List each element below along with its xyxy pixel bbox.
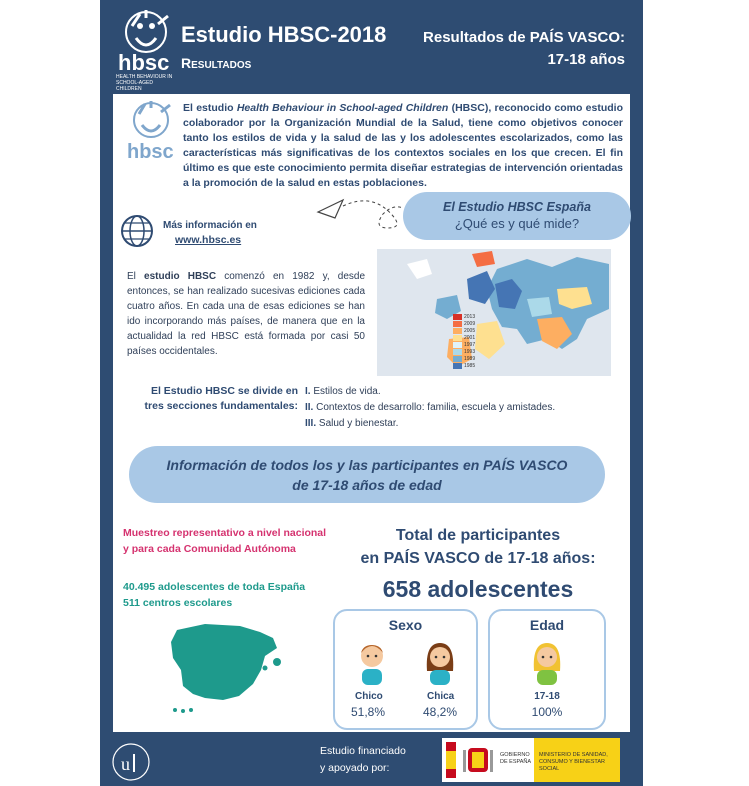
chico-label: Chico <box>355 691 383 702</box>
map-legend-label: 2009 <box>464 320 476 327</box>
header-logo-subtext: HEALTH BEHAVIOUR IN SCHOOL-AGED CHILDREN <box>116 74 173 92</box>
intro-text-c: (HBSC), reconocido como estudio colaborador por la Organización Mundial de la Salud, tiene como objetivos conocer tanto los estilos de vida y la salud de las y los adolescentes escolarizados, como las características más significativas de los contextos sociales en los que crecen. El fin último es que este conocimiento permita diseñar estrategias de intervención orientadas a la promoción de la salud en estas poblaciones. <box>183 102 624 189</box>
intro-text-study-name: Health Behaviour in School-aged Children <box>236 102 449 114</box>
section-item <box>305 384 555 400</box>
region-heading <box>423 27 625 71</box>
map-legend-label: 1997 <box>464 341 476 348</box>
content-panel <box>113 94 630 732</box>
sections-label: El Estudio HBSC se divide en tres secciones fundamentales: <box>144 385 298 412</box>
total-line-1: Total de participantes <box>395 527 561 544</box>
funding-note <box>320 743 406 777</box>
map-legend-swatch <box>453 335 462 341</box>
chica-value: 48,2% <box>423 705 458 719</box>
section-item-text: Contextos de desarrollo: familia, escuela y amistades. <box>316 402 556 413</box>
pill-participants-info <box>129 446 605 503</box>
map-legend-label: 1993 <box>464 348 476 355</box>
history-text-bold: estudio HBSC <box>144 271 217 282</box>
funding-line-1: Estudio financiado <box>320 745 406 757</box>
map-legend-item <box>453 320 475 327</box>
spain-map-icon <box>165 618 290 718</box>
gov-label: GOBIERNO DE ESPAÑA <box>500 752 532 765</box>
funding-line-2: y apoyado por: <box>320 762 390 774</box>
section-item <box>305 400 555 416</box>
map-legend-label: 1989 <box>464 355 476 362</box>
page-title: Estudio HBSC-2018 <box>181 22 387 47</box>
region-line-1: Resultados de PAÍS VASCO: <box>423 29 625 46</box>
sex-card-title: Sexo <box>388 617 423 633</box>
header-logo-text: hbsc <box>118 50 170 75</box>
section-item-number: I. <box>305 386 311 397</box>
map-legend-swatch <box>453 314 462 320</box>
globe-icon <box>120 214 154 248</box>
total-participants <box>343 524 613 602</box>
counts-adolescents: 40.495 adolescentes de toda España <box>123 581 306 593</box>
more-info-link[interactable]: www.hbsc.es <box>175 234 242 246</box>
header <box>100 0 643 92</box>
age-card-title: Edad <box>529 617 565 633</box>
europe-map <box>377 249 611 376</box>
map-legend-swatch <box>453 363 462 369</box>
pill-info-line-1: Información de todos los y las participantes en PAÍS VASCO <box>166 457 568 473</box>
counts-schools: 511 centros escolares <box>123 597 233 609</box>
map-legend-item <box>453 334 475 341</box>
map-legend-item <box>453 313 475 320</box>
age-value: 100% <box>531 705 563 719</box>
map-legend-swatch <box>453 328 462 334</box>
map-legend-label: 1985 <box>464 362 476 369</box>
total-count: 658 adolescentes <box>382 576 574 602</box>
map-legend-swatch <box>453 342 462 348</box>
chico-value: 51,8% <box>351 705 386 719</box>
map-legend-item <box>453 362 475 369</box>
map-legend-item <box>453 355 475 362</box>
history-text-a: El <box>127 271 145 282</box>
intro-logo-text: hbsc <box>127 141 174 163</box>
age-label: 17-18 <box>534 691 560 702</box>
total-line-2: en PAÍS VASCO de 17-18 años: <box>360 550 596 567</box>
section-item <box>305 416 555 432</box>
hbsc-spain-logo-icon <box>121 100 181 180</box>
chica-label: Chica <box>427 691 455 702</box>
pill-estudio-hbsc <box>403 192 631 240</box>
svg-text:u: u <box>121 754 130 774</box>
more-info-label: Más información en <box>163 220 257 231</box>
university-seal-icon <box>111 740 151 784</box>
sampling-line-1: Muestreo representativo a nivel nacional <box>123 527 327 539</box>
history-text-c: comenzó en 1982 y, desde entonces, se han realizado sucesivas ediciones cada cuatro años. En cada una de esas ediciones se han ido incorporando más países, de manera que en la actualidad la red HBSC está formada por casi 50 países occidentales. <box>127 271 366 357</box>
section-item-text: Salud y bienestar. <box>318 418 399 429</box>
map-legend-item <box>453 327 475 334</box>
boy-icon <box>355 641 389 687</box>
section-item-text: Estilos de vida. <box>313 386 381 397</box>
map-legend-label: 2013 <box>464 313 476 320</box>
sampling-line-2: y para cada Comunidad Autónoma <box>123 543 296 555</box>
europe-map-image <box>377 249 611 376</box>
section-item-number: III. <box>305 418 317 429</box>
pill-estudio-line-1: El Estudio HBSC España <box>443 200 591 214</box>
page-subtitle: Resultados <box>181 55 252 71</box>
more-info <box>163 218 257 248</box>
girl-icon <box>423 641 457 687</box>
sections-list <box>305 384 555 432</box>
map-legend-item <box>453 348 475 355</box>
national-counts <box>123 579 305 611</box>
teen-icon <box>530 641 564 687</box>
history-paragraph <box>127 269 365 359</box>
region-line-2: 17-18 años <box>547 51 625 68</box>
map-legend-item <box>453 341 475 348</box>
age-card <box>488 609 606 730</box>
flag-bars-icon <box>446 742 456 778</box>
spain-coat-of-arms-icon <box>462 744 494 778</box>
sex-card <box>333 609 478 730</box>
map-legend-swatch <box>453 321 462 327</box>
map-legend-label: 2001 <box>464 334 476 341</box>
intro-text-a: El estudio <box>183 102 237 114</box>
pill-info-line-2: de 17-18 años de edad <box>292 477 442 493</box>
pill-estudio-line-2: ¿Qué es y qué mide? <box>454 216 580 231</box>
map-legend-swatch <box>453 356 462 362</box>
intro-paragraph <box>183 101 623 191</box>
section-item-number: II. <box>305 402 314 413</box>
map-legend-label: 2005 <box>464 327 476 334</box>
ministry-label: MINISTERIO DE SANIDAD, CONSUMO Y BIENESTAR SOCIAL <box>539 752 608 772</box>
sampling-note <box>123 525 326 557</box>
map-legend-swatch <box>453 349 462 355</box>
map-legend <box>453 313 475 369</box>
government-logo <box>442 738 620 782</box>
